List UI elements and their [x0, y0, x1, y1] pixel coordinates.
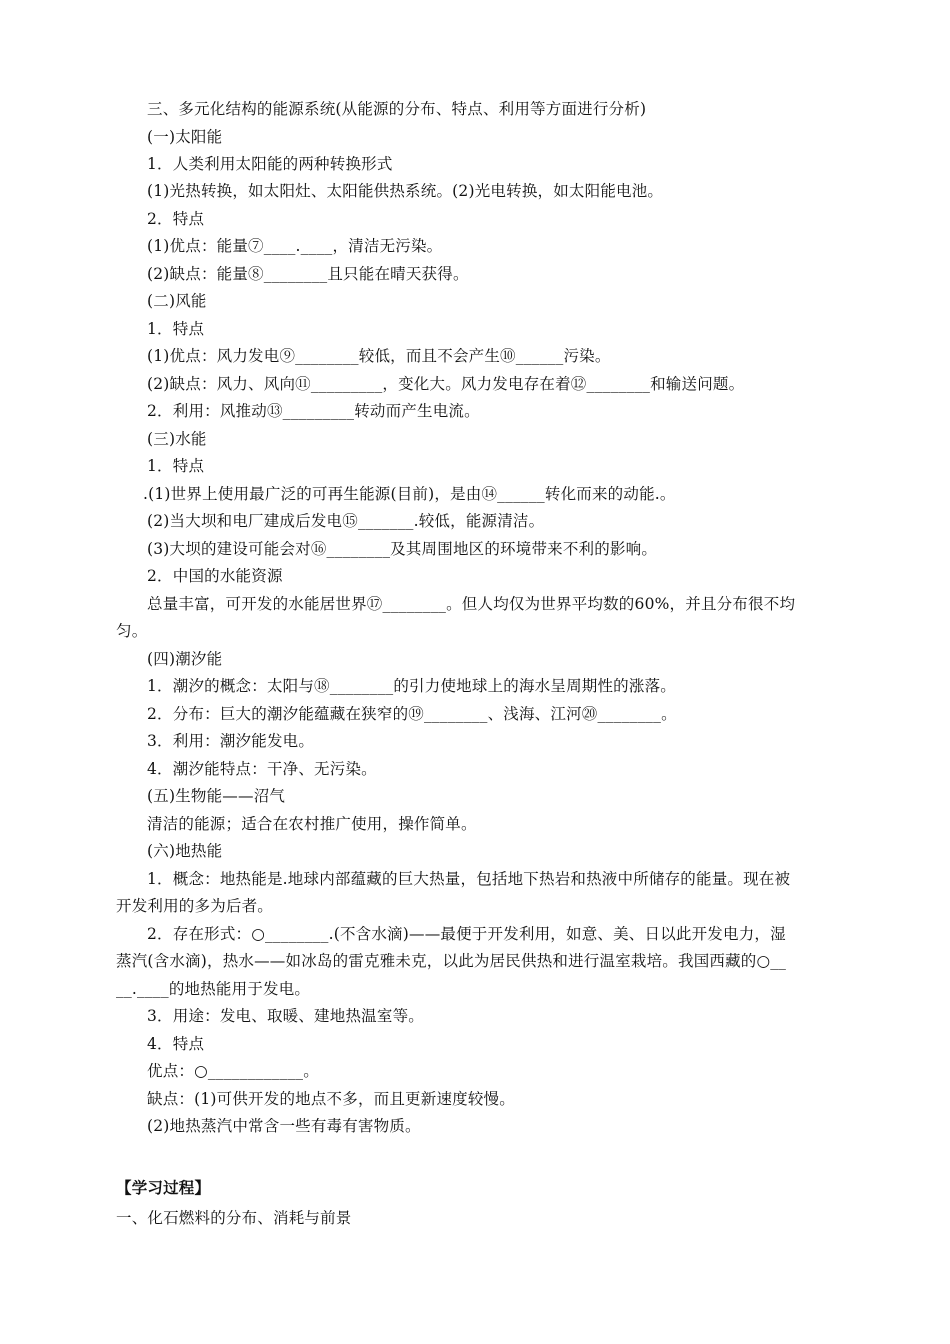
section-heading-1: 一、化石燃料的分布、消耗与前景 — [116, 1209, 352, 1227]
text-line: __.____的地热能用于发电。 — [116, 980, 311, 998]
text-line: 优点：○____________。 — [147, 1062, 319, 1080]
text-line: (1)优点：能量⑦____.____，清洁无污染。 — [147, 237, 443, 255]
text-line: 缺点：(1)可供开发的地点不多，而且更新速度较慢。 — [147, 1090, 515, 1108]
text-line: 清洁的能源；适合在农村推广使用，操作简单。 — [147, 815, 477, 833]
text-line: 4．潮汐能特点：干净、无污染。 — [147, 760, 377, 778]
text-line: 2．分布：巨大的潮汐能蕴藏在狭窄的⑲________、浅海、江河⑳________。 — [147, 705, 677, 723]
text-line: (1)光热转换，如太阳灶、太阳能供热系统。(2)光电转换，如太阳能电池。 — [147, 182, 664, 200]
subheading-solar: (一)太阳能 — [147, 128, 223, 146]
text-line: 2．中国的水能资源 — [147, 567, 283, 585]
subheading-tidal: (四)潮汐能 — [147, 650, 223, 668]
text-line: 1．特点 — [147, 320, 205, 338]
text-line: 1．特点 — [147, 457, 205, 475]
text-line: (2)地热蒸汽中常含一些有毒有害物质。 — [147, 1117, 421, 1135]
subheading-hydro: (三)水能 — [147, 430, 207, 448]
text-line: (1)优点：风力发电⑨________较低，而且不会产生⑩______污染。 — [147, 347, 611, 365]
text-line: 4．特点 — [147, 1035, 205, 1053]
text-line: 1．概念：地热能是.地球内部蕴藏的巨大热量，包括地下热岩和热液中所储存的能量。现在被 — [147, 870, 791, 888]
text-line: (3)大坝的建设可能会对⑯________及其周围地区的环境带来不利的影响。 — [147, 540, 658, 558]
text-line: 3．利用：潮汐能发电。 — [147, 732, 315, 750]
subheading-geothermal: (六)地热能 — [147, 842, 223, 860]
text-line: (2)缺点：风力、风向⑪_________，变化大。风力发电存在着⑫________和输送问题。 — [147, 375, 745, 393]
text-line: 3．用途：发电、取暖、建地热温室等。 — [147, 1007, 424, 1025]
text-line: 2．存在形式：○________.(不含水滴)——最便于开发利用，如意、美、日以此开发电力，湿 — [147, 925, 786, 943]
text-line: 总量丰富，可开发的水能居世界⑰________。但人均仅为世界平均数的60%，并且分布很不均 — [147, 595, 796, 613]
subheading-biomass: (五)生物能——沼气 — [147, 787, 286, 805]
text-line: 1．人类利用太阳能的两种转换形式 — [147, 155, 393, 173]
text-line: 2．特点 — [147, 210, 205, 228]
text-line: (2)当大坝和电厂建成后发电⑮_______.较低，能源清洁。 — [147, 512, 545, 530]
learning-process-heading: 【学习过程】 — [116, 1179, 211, 1197]
section-heading-3: 三、多元化结构的能源系统(从能源的分布、特点、利用等方面进行分析) — [147, 100, 647, 118]
text-line: 2．利用：风推动⑬_________转动而产生电流。 — [147, 402, 480, 420]
subheading-wind: (二)风能 — [147, 292, 207, 310]
text-line: 开发利用的多为后者。 — [116, 897, 274, 915]
text-line: 1．潮汐的概念：太阳与⑱________的引力使地球上的海水呈周期性的涨落。 — [147, 677, 676, 695]
text-line: .(1)世界上使用最广泛的可再生能源(目前)，是由⑭______转化而来的动能.。 — [143, 485, 676, 503]
text-line: 匀。 — [116, 622, 148, 640]
text-line: (2)缺点：能量⑧________且只能在晴天获得。 — [147, 265, 469, 283]
text-line: 蒸汽(含水滴)，热水——如冰岛的雷克雅未克，以此为居民供热和进行温室栽培。我国西藏的○__ — [116, 952, 787, 970]
